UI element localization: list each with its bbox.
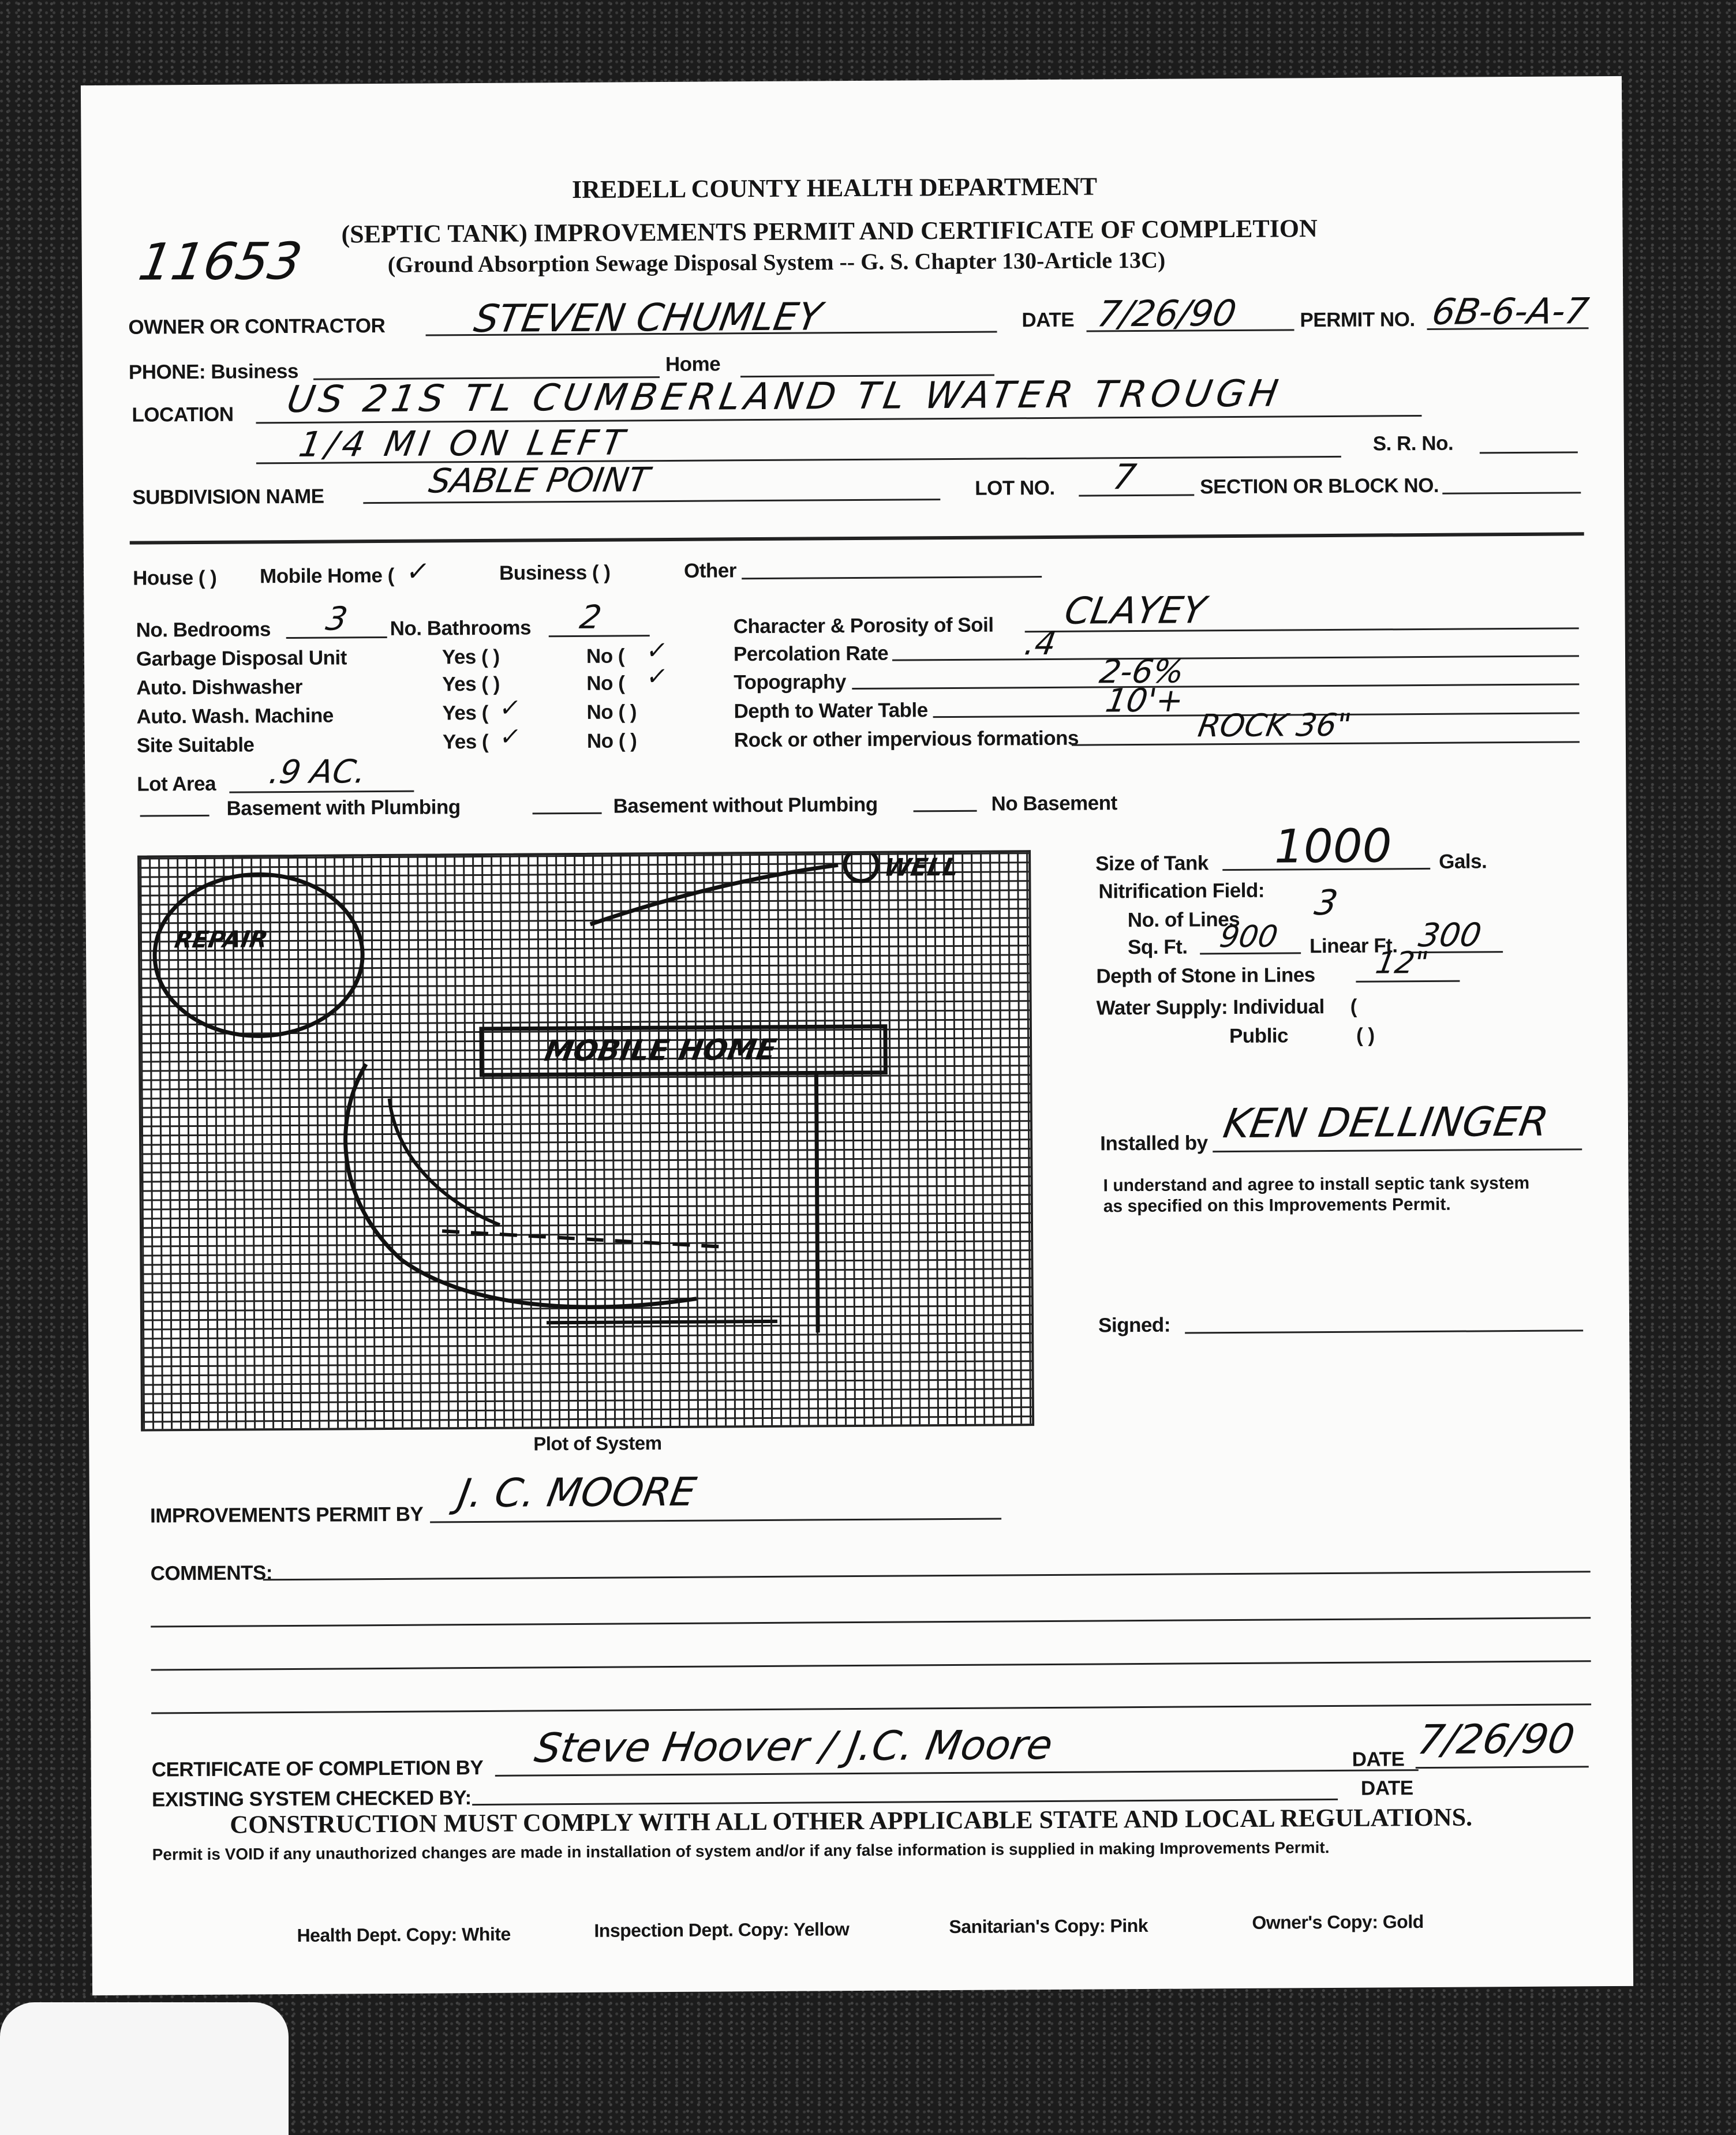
dishwasher-label: Auto. Dishwasher bbox=[136, 675, 303, 699]
location-line-2[interactable]: 1/4 MI ON LEFT bbox=[295, 422, 632, 465]
soil-character-label: Character & Porosity of Soil bbox=[733, 613, 994, 638]
dishwasher-yes[interactable]: Yes ( ) bbox=[442, 672, 500, 696]
driveway-line bbox=[816, 1073, 818, 1332]
subdivision-value[interactable]: SABLE POINT bbox=[426, 460, 653, 501]
plot-well-label: WELL bbox=[882, 852, 961, 882]
location-label: LOCATION bbox=[132, 403, 234, 426]
water-supply-public-label: Public bbox=[1229, 1024, 1289, 1048]
bathrooms-value[interactable]: 2 bbox=[577, 598, 604, 636]
form-number: 11653 bbox=[134, 231, 306, 292]
compliance-notice: CONSTRUCTION MUST COMPLY WITH ALL OTHER APPLICABLE STATE AND LOCAL REGULATIONS. bbox=[230, 1803, 1473, 1839]
lot-number-label: LOT NO. bbox=[975, 476, 1055, 500]
section-label: SECTION OR BLOCK NO. bbox=[1200, 474, 1439, 499]
linear-ft-label: Linear Ft. bbox=[1309, 934, 1398, 958]
business-checkbox[interactable]: Business ( ) bbox=[499, 561, 611, 585]
location-line-1[interactable]: US 21S TL CUMBERLAND TL WATER TROUGH bbox=[283, 372, 1286, 422]
field-line-2 bbox=[390, 1098, 500, 1226]
subdivision-label: SUBDIVISION NAME bbox=[132, 485, 324, 509]
signed-label: Signed: bbox=[1098, 1313, 1171, 1337]
existing-date-label: DATE bbox=[1360, 1777, 1413, 1800]
field-line-1 bbox=[345, 1062, 697, 1309]
bathrooms-label: No. Bathrooms bbox=[390, 616, 532, 640]
garbage-no-mark: ✓ bbox=[644, 635, 670, 665]
copy-inspection-dept: Inspection Dept. Copy: Yellow bbox=[594, 1919, 850, 1941]
linear-ft-value[interactable]: 300 bbox=[1416, 916, 1484, 955]
mobile-home-mark: ✓ bbox=[404, 555, 432, 587]
plot-drawing bbox=[140, 852, 1032, 1429]
plot-area-label: REPAIR bbox=[173, 926, 270, 954]
department-title: IREDELL COUNTY HEALTH DEPARTMENT bbox=[571, 172, 1098, 204]
owner-label: OWNER OR CONTRACTOR bbox=[128, 314, 386, 339]
site-yes-mark: ✓ bbox=[497, 722, 523, 751]
water-supply-public[interactable]: ( ) bbox=[1356, 1024, 1375, 1047]
copy-health-dept: Health Dept. Copy: White bbox=[297, 1923, 511, 1946]
topography-label: Topography bbox=[734, 671, 846, 694]
plot-home-label: MOBILE HOME bbox=[542, 1032, 779, 1068]
statute-reference: (Ground Absorption Sewage Disposal System -- G. S. Chapter 130-Article 13C) bbox=[387, 246, 1166, 278]
date-value[interactable]: 7/26/90 bbox=[1094, 291, 1240, 335]
rock-label: Rock or other impervious formations bbox=[734, 726, 1079, 752]
road-line bbox=[547, 1321, 777, 1323]
repair-area-outline bbox=[154, 874, 363, 1036]
permit-by-label: IMPROVEMENTS PERMIT BY bbox=[149, 1503, 424, 1527]
no-basement[interactable]: No Basement bbox=[991, 792, 1117, 815]
washer-yes-mark: ✓ bbox=[497, 693, 523, 722]
permit-form bbox=[81, 76, 1633, 1995]
lot-area-label: Lot Area bbox=[137, 772, 216, 796]
site-no[interactable]: No ( ) bbox=[586, 729, 637, 752]
water-line bbox=[590, 865, 839, 924]
soil-character-value[interactable]: CLAYEY bbox=[1061, 589, 1209, 633]
garbage-no[interactable]: No ( bbox=[586, 645, 625, 668]
paper-scrap bbox=[0, 2002, 289, 2135]
perc-rate-value[interactable]: .4 bbox=[1022, 624, 1059, 663]
stone-depth-label: Depth of Stone in Lines bbox=[1096, 964, 1315, 988]
dishwasher-no-mark: ✓ bbox=[645, 661, 670, 691]
washer-yes[interactable]: Yes ( bbox=[442, 701, 488, 725]
certificate-date-label: DATE bbox=[1352, 1748, 1405, 1771]
mobile-home-checkbox[interactable]: Mobile Home ( bbox=[259, 564, 394, 588]
water-table-value[interactable]: 10'+ bbox=[1102, 681, 1187, 720]
lot-number-value[interactable]: 7 bbox=[1110, 456, 1139, 498]
owner-value[interactable]: STEVEN CHUMLEY bbox=[470, 294, 825, 342]
field-line-3 bbox=[442, 1229, 719, 1248]
bedrooms-value[interactable]: 3 bbox=[323, 600, 350, 638]
water-table-label: Depth to Water Table bbox=[734, 699, 928, 723]
date-label: DATE bbox=[1022, 308, 1075, 332]
stone-depth-value[interactable]: 12" bbox=[1373, 945, 1431, 981]
water-supply-individual[interactable]: Water Supply: Individual bbox=[1096, 995, 1325, 1020]
rock-value[interactable]: ROCK 36" bbox=[1195, 706, 1354, 744]
permit-number-value[interactable]: 6B-6-A-7 bbox=[1429, 290, 1592, 333]
copy-owner: Owner's Copy: Gold bbox=[1252, 1911, 1424, 1933]
form-title: (SEPTIC TANK) IMPROVEMENTS PERMIT AND CERTIFICATE OF COMPLETION bbox=[341, 214, 1318, 249]
permit-number-label: PERMIT NO. bbox=[1300, 308, 1415, 332]
certificate-date-value[interactable]: 7/26/90 bbox=[1414, 1715, 1578, 1764]
agreement-text: I understand and agree to install septic tank system as specified on this Improvements Permit. bbox=[1103, 1173, 1530, 1216]
permit-by-value[interactable]: J. C. MOORE bbox=[455, 1469, 699, 1517]
sr-number-label: S. R. No. bbox=[1372, 432, 1454, 455]
site-yes[interactable]: Yes ( bbox=[442, 730, 489, 754]
topography-value[interactable]: 2-6% bbox=[1097, 653, 1187, 691]
house-checkbox[interactable]: House ( ) bbox=[133, 566, 217, 590]
nitrification-label: Nitrification Field: bbox=[1098, 879, 1265, 903]
bedrooms-label: No. Bedrooms bbox=[136, 618, 271, 642]
existing-system-label: EXISTING SYSTEM CHECKED BY: bbox=[151, 1786, 472, 1811]
phone-home-label: Home bbox=[665, 353, 721, 376]
plot-caption: Plot of System bbox=[533, 1432, 662, 1455]
installed-by-value[interactable]: KEN DELLINGER bbox=[1219, 1098, 1552, 1148]
sqft-label: Sq. Ft. bbox=[1127, 935, 1188, 959]
plot-grid bbox=[137, 850, 1034, 1431]
washer-no[interactable]: No ( ) bbox=[586, 701, 637, 724]
comments-label: COMMENTS: bbox=[150, 1561, 273, 1585]
other-label: Other bbox=[683, 559, 737, 582]
perc-rate-label: Percolation Rate bbox=[733, 642, 889, 666]
sqft-value[interactable]: 900 bbox=[1217, 919, 1281, 955]
certificate-label: CERTIFICATE OF COMPLETION BY bbox=[151, 1756, 484, 1781]
basement-without-plumbing[interactable]: Basement without Plumbing bbox=[613, 793, 878, 818]
certificate-signature[interactable]: Steve Hoover / J.C. Moore bbox=[531, 1721, 1057, 1772]
lines-label: No. of Lines bbox=[1127, 908, 1240, 932]
lot-area-value[interactable]: .9 AC. bbox=[266, 753, 369, 792]
tank-size-value[interactable]: 1000 bbox=[1274, 819, 1392, 874]
water-supply-paren: ( bbox=[1350, 995, 1357, 1018]
well-symbol bbox=[845, 852, 877, 881]
tank-size-label: Size of Tank bbox=[1095, 852, 1209, 875]
basement-with-plumbing[interactable]: Basement with Plumbing bbox=[226, 796, 461, 820]
phone-business-label: PHONE: Business bbox=[128, 359, 299, 384]
garbage-yes[interactable]: Yes ( ) bbox=[442, 645, 500, 669]
tank-unit: Gals. bbox=[1439, 850, 1487, 873]
washer-label: Auto. Wash. Machine bbox=[136, 704, 334, 728]
installed-by-label: Installed by bbox=[1100, 1132, 1208, 1155]
garbage-label: Garbage Disposal Unit bbox=[136, 646, 347, 671]
lines-value[interactable]: 3 bbox=[1311, 882, 1341, 924]
void-notice: Permit is VOID if any unauthorized changes are made in installation of system and/or if any false information is supplied in making Improvements Permit. bbox=[152, 1838, 1330, 1864]
copy-sanitarian: Sanitarian's Copy: Pink bbox=[949, 1915, 1148, 1938]
site-label: Site Suitable bbox=[136, 733, 255, 757]
dishwasher-no[interactable]: No ( bbox=[586, 672, 625, 695]
